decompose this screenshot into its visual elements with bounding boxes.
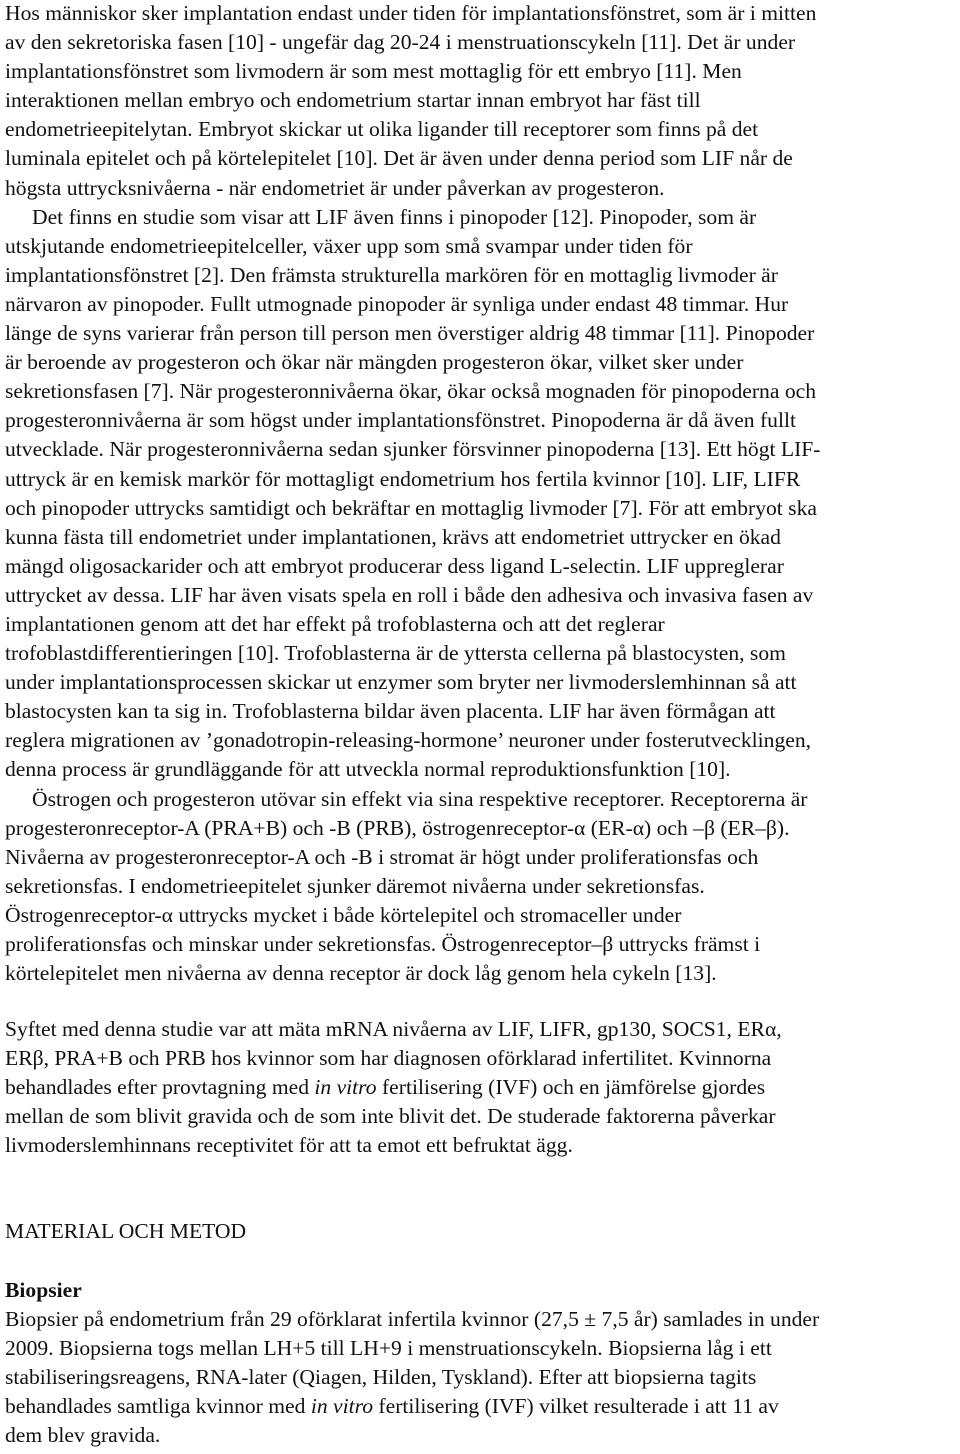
text-line: Syftet med denna studie var att mäta mRNA nivåerna av LIF, LIFR, gp130, SOCS1, ERα,	[5, 1017, 782, 1041]
text-line: högsta uttrycksnivåerna - när endometriet är under påverkan av progesteron.	[5, 175, 665, 200]
text-line: Hos människor sker implantation endast under tiden för implantationsfönstret, som är i mitten	[5, 1, 817, 25]
text-line: Nivåerna av progesteronreceptor-A och -B i stromat är högt under proliferationsfas och	[5, 844, 759, 869]
text-line: Det finns en studie som visar att LIF även finns i pinopoder [12]. Pinopoder, som är	[32, 204, 757, 229]
text-line: Östrogenreceptor-α uttrycks mycket i både körtelepitel och stromaceller under	[5, 902, 682, 927]
text-line: mängd oligosackarider och att embryot producerar dess ligand L-selectin. LIF uppreglerar	[5, 553, 784, 578]
text-line: uttrycket av dessa. LIF har även visats spela en roll i både den adhesiva och invasiva fasen av	[5, 582, 814, 607]
italic-term: in vitro	[310, 1394, 374, 1419]
subsection-heading: Biopsier	[5, 1278, 82, 1302]
text-run: behandlades samtliga kvinnor med	[5, 1394, 311, 1419]
text-line: och pinopoder uttrycks samtidigt och bekräftar en mottaglig livmoder [7]. För att embryot ska	[5, 495, 817, 520]
text-line: implantationsfönstret [2]. Den främsta strukturella markören för en mottaglig livmoder är	[5, 262, 778, 287]
section-heading: MATERIAL OCH METOD	[5, 1219, 247, 1243]
text-line: utskjutande endometrieepitelceller, växer upp som små svampar under tiden för	[5, 233, 693, 258]
text-line: Biopsier på endometrium från 29 oförklarat infertila kvinnor (27,5 ± 7,5 år) samlades in under	[5, 1307, 820, 1332]
text-line: reglera migrationen av ’gonadotropin-releasing-hormone’ neuroner under fosterutvecklingen,	[5, 728, 812, 753]
text-run: fertilisering (IVF) vilket resulterade i att 11 av	[373, 1394, 779, 1419]
text-line: ERβ, PRA+B och PRB hos kvinnor som har diagnosen oförklarad infertilitet. Kvinnorna	[5, 1046, 772, 1071]
text-line: Östrogen och progesteron utövar sin effekt via sina respektive receptorer. Receptorerna är	[32, 786, 808, 811]
text-line: implantationsfönstret som livmodern är som mest mottaglig för ett embryo [11]. Men	[5, 59, 742, 84]
text-line: dem blev gravida.	[5, 1423, 161, 1448]
text-line: trofoblastdifferentieringen [10]. Trofoblasterna är de yttersta cellerna på blastocysten, som	[5, 641, 786, 666]
text-line: sekretionsfas. I endometrieepitelet sjunker däremot nivåerna under sekretionsfas.	[5, 873, 705, 898]
text-line: denna process är grundläggande för att utveckla normal reproduktionsfunktion [10].	[5, 757, 731, 782]
text-line: körtelepitelet men nivåerna av denna receptor är dock låg genom hela cykeln [13].	[5, 961, 717, 986]
text-line: under implantationsprocessen skickar ut enzymer som bryter ner livmoderslemhinnan så att	[5, 670, 797, 695]
text-line: stabiliseringsreagens, RNA-later (Qiagen, Hilden, Tyskland). Efter att biopsierna tagits	[5, 1365, 757, 1390]
text-line: kunna fästa till endometriet under implantationen, krävs att endometriet uttrycker en ökad	[5, 524, 781, 549]
text-line: mellan de som blivit gravida och de som inte blivit det. De studerade faktorerna påverkar	[5, 1104, 776, 1129]
text-line: livmoderslemhinnans receptivitet för att ta emot ett befruktat ägg.	[5, 1133, 573, 1158]
body-text-upper	[5, 0, 821, 988]
text-line: närvaron av pinopoder. Fullt utmognade pinopoder är synliga under endast 48 timmar. Hur	[5, 291, 789, 316]
text-line: sekretionsfasen [7]. När progesteronnivåerna ökar, ökar också mognaden för pinopoderna och	[5, 379, 816, 404]
text-line: implantationen genom att det har effekt på trofoblasterna och att det reglerar	[5, 611, 665, 636]
biopsier-section	[5, 1276, 819, 1451]
text-line: interaktionen mellan embryo och endometrium startar innan embryot har fäst till	[5, 88, 701, 113]
text-line: blastocysten kan ta sig in. Trofoblasterna bildar även placenta. LIF har även förmågan att	[5, 699, 776, 724]
text-line: uttryck är en kemisk markör för mottagligt endometrium hos fertila kvinnor [10]. LIF, LIFR	[5, 466, 801, 491]
text-line	[5, 1392, 819, 1421]
text-line: av den sekretoriska fasen [10] - ungefär dag 20-24 i menstruationscykeln [11]. Det är under	[5, 30, 796, 55]
text-line: proliferationsfas och minskar under sekretionsfas. Östrogenreceptor–β uttrycks främst i	[5, 932, 761, 956]
text-run: behandlades efter provtagning med	[5, 1075, 315, 1100]
text-line: 2009. Biopsierna togs mellan LH+5 till LH+9 i menstruationscykeln. Biopsierna låg i ett	[5, 1336, 772, 1361]
aim-paragraph	[5, 1015, 782, 1160]
text-run: fertilisering (IVF) och en jämförelse gjordes	[376, 1075, 766, 1100]
text-line	[5, 1073, 782, 1102]
text-line: är beroende av progesteron och ökar när mängden progesteron ökar, vilket sker under	[5, 350, 744, 375]
text-line: länge de syns varierar från person till person men överstiger aldrig 48 timmar [11]. Pinopoder	[5, 321, 815, 346]
text-line: progesteronnivåerna är som högst under implantationsfönstret. Pinopoderna är då även fullt	[5, 408, 796, 433]
text-line: progesteronreceptor-A (PRA+B) och -B (PRB), östrogenreceptor-α (ER-α) och –β (ER–β).	[5, 815, 790, 840]
text-line: luminala epitelet och på körtelepitelet [10]. Det är även under denna period som LIF når de	[5, 146, 793, 171]
text-line: endometrieepitelytan. Embryot skickar ut olika ligander till receptorer som finns på det	[5, 117, 759, 142]
italic-term: in vitro	[314, 1075, 377, 1100]
text-line: utvecklade. När progesteronnivåerna sedan sjunker försvinner pinopoderna [13]. Ett högt LIF-	[5, 437, 821, 462]
